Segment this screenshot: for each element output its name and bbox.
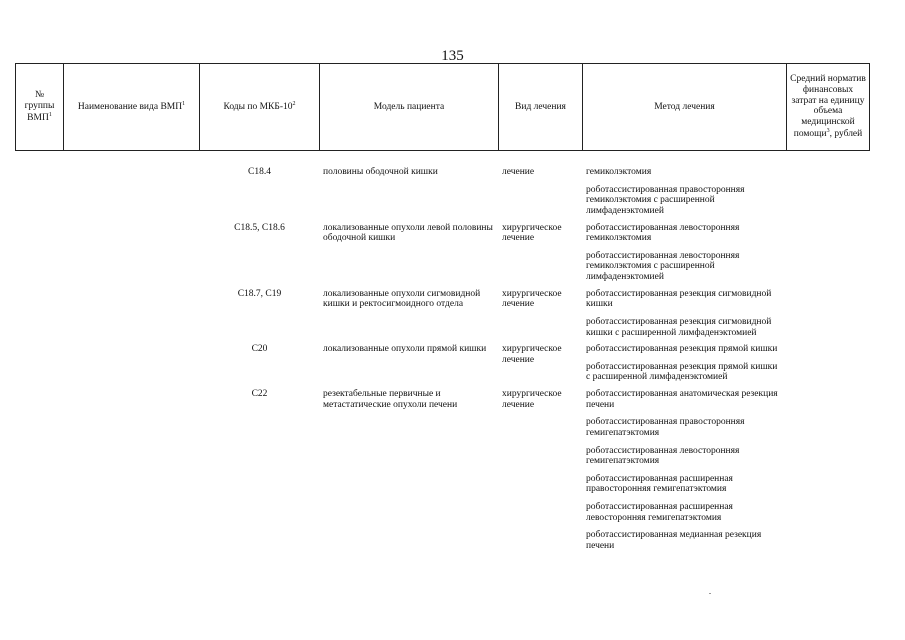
- method-item: гемиколэктомия: [586, 167, 652, 177]
- method-item: роботассистированная правосторонняя гемиколэктомия с расширенной лимфаденэктомией: [586, 184, 745, 216]
- method-item: роботассистированная резекция сигмовидной кишки с расширенной лимфаденэктомией: [586, 316, 772, 338]
- method-item: роботассистированная анатомическая резекция печени: [586, 389, 778, 410]
- treatment-methods: [582, 389, 786, 552]
- header-treatment-method: Метод лечения: [583, 64, 787, 151]
- table-row: [15, 223, 869, 283]
- patient-model: резектабельные первичные и метастатические опухоли печени: [323, 389, 458, 410]
- table-row: [15, 389, 869, 552]
- patient-model: локализованные опухоли левой половины ободочной кишки: [323, 222, 493, 244]
- header-icd-codes: Коды по МКБ-$10^2$: [200, 64, 320, 151]
- method-item: роботассистированная расширенная правосторонняя гемигепатэктомия: [586, 473, 733, 495]
- table-row: [15, 344, 869, 383]
- treatment-methods: [582, 167, 786, 217]
- header-treatment-type: Вид лечения: [499, 64, 583, 151]
- method-item: роботассистированная левосторонняя гемигепатэктомия: [586, 445, 740, 467]
- treatment-type: хирургическое лечение: [502, 222, 562, 244]
- method-item: роботассистированная резекция сигмовидной кишки: [586, 288, 772, 310]
- treatment-methods: [582, 289, 786, 339]
- method-item: роботассистированная расширенная левосторонняя гемигепатэктомия: [586, 502, 733, 523]
- treatment-methods: [582, 223, 786, 283]
- header-group-number: № группы ВМП$^1$: [16, 64, 64, 151]
- scan-speck: [709, 593, 711, 594]
- page-number: 135: [441, 48, 464, 64]
- icd-code: C22: [251, 389, 268, 399]
- table-row: [15, 289, 869, 339]
- treatment-type: хирургическое лечение: [502, 344, 562, 365]
- header-vmp-name: Наименование вида ВМП$^1$: [64, 64, 200, 151]
- patient-model: половины ободочной кишки: [323, 167, 438, 177]
- treatment-type: хирургическое лечение: [502, 288, 562, 310]
- header-patient-model: Модель пациента: [320, 64, 499, 151]
- patient-model: локализованные опухоли сигмовидной кишки и ректосигмоидного отдела: [323, 288, 481, 310]
- patient-model: локализованные опухоли прямой кишки: [323, 344, 487, 355]
- treatment-type: хирургическое лечение: [502, 389, 562, 410]
- method-item: роботассистированная левосторонняя гемиколэктомия с расширенной лимфаденэктомией: [586, 250, 740, 282]
- treatment-methods: [582, 344, 786, 383]
- table-header: [15, 63, 870, 151]
- method-item: роботассистированная резекция прямой кишки: [586, 344, 778, 355]
- table-row: [15, 167, 869, 217]
- icd-code: C18.5, C18.6: [234, 222, 285, 233]
- header-average-cost: Средний норматив финансовых затрат на единицу объема медицинской помощи$^3$, рублей: [787, 64, 870, 151]
- icd-code: C20: [251, 344, 268, 355]
- icd-code: C18.7, C19: [237, 288, 282, 299]
- method-item: роботассистированная правосторонняя гемигепатэктомия: [586, 417, 745, 438]
- icd-code: C18.4: [248, 167, 271, 177]
- method-item: роботассистированная левосторонняя гемиколэктомия: [586, 222, 740, 244]
- treatment-type: лечение: [502, 167, 535, 177]
- method-item: роботассистированная резекция прямой кишки с расширенной лимфаденэктомией: [586, 361, 778, 383]
- table-body: [15, 167, 869, 552]
- method-item: роботассистированная медианная резекция печени: [586, 530, 762, 551]
